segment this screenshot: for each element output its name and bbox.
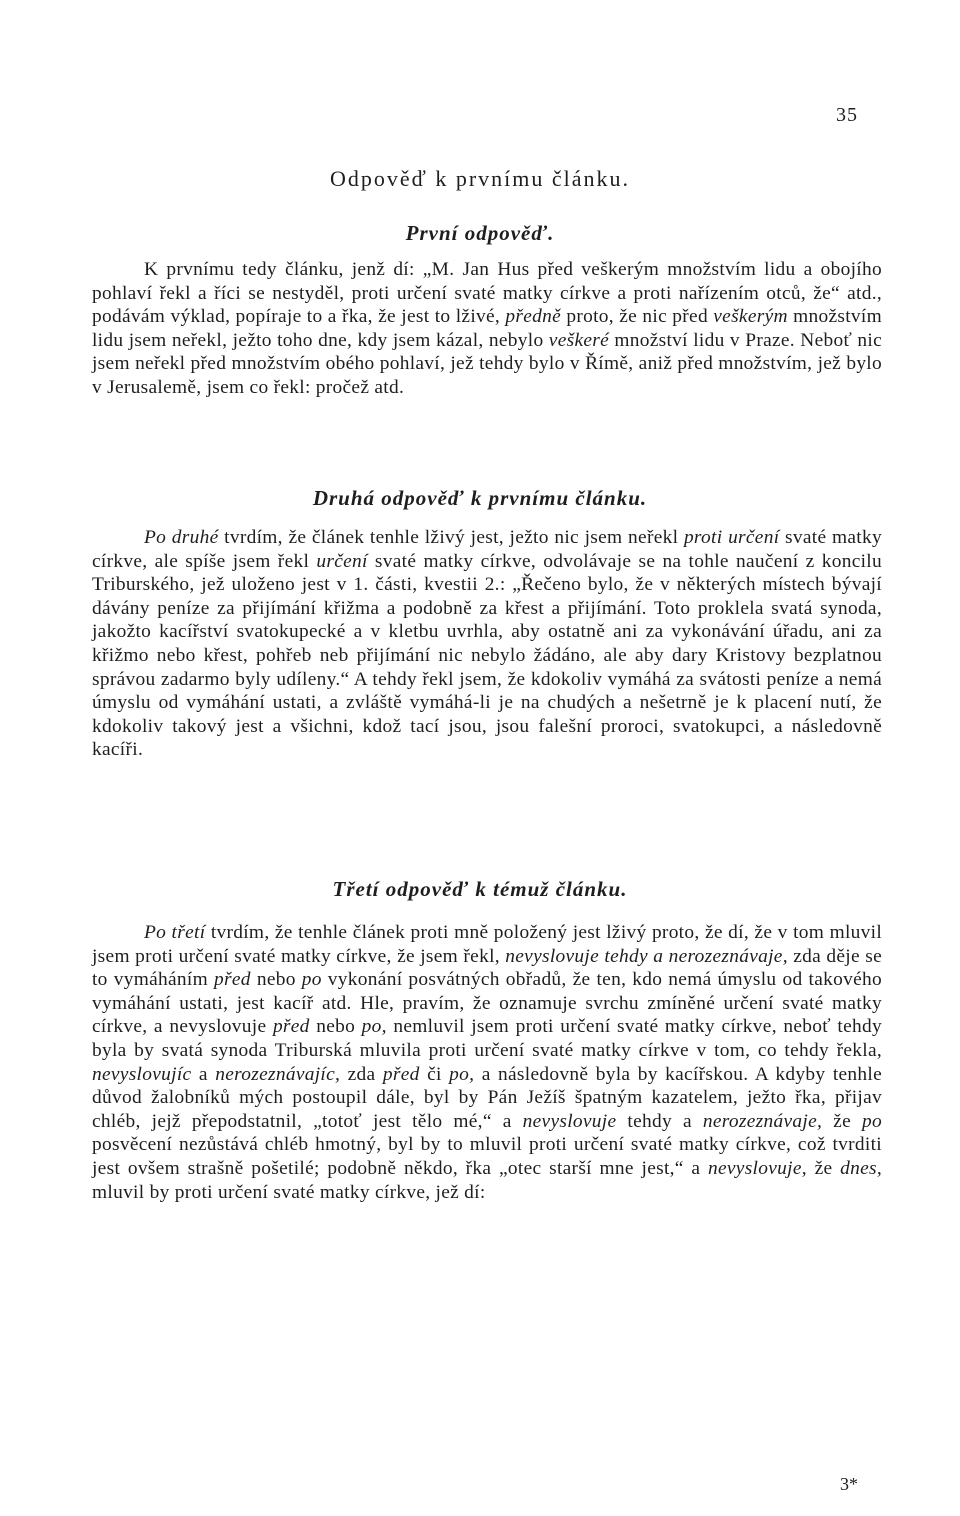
- italic-emphasis: po,: [361, 1016, 387, 1038]
- text-run: nebo: [250, 969, 302, 991]
- italic-emphasis: před: [382, 1063, 420, 1085]
- italic-emphasis: určení: [316, 550, 368, 572]
- italic-emphasis: nevyslovujíc: [92, 1063, 192, 1085]
- text-run: svaté matky církve, odvolávaje se na tohle naučení z koncilu Triburského, jež uloženo jest v 1. části, kvestii 2.: „Řečeno bylo, že v některých místech bývají dávány peníze za přijímání křižma a podobně za křest a přijímání. Toto proklela svatá synoda, jakožto kacířství svatokupecké a v kletbu uvrhla, aby ostatně ani za vykonávání úřadu, ani za křižmo nebo křest, pohřeb neb přijímání nic nebylo žádáno, ale aby dary Kristovy bezplatnou správou zadarmo byly udíleny.“ A tehdy řekl jsem, že kdokoliv vymáhá za svátosti peníze a nemá úmyslu od vymáhání ustati, a zvláště vymáhá-li je na chudých a nešetrně je k placení nutí, že kdokoliv takový jest a všichni, kdož tací jsou, jsou falešní proroci, svatokupci, a následovně kacíři.: [92, 550, 882, 761]
- page-number: 35: [836, 104, 858, 126]
- text-run: či: [419, 1063, 450, 1085]
- text-run: nemluvil jsem proti určení svaté matky církve, neboť tehdy byla by svatá synoda Triburská mluvila proti určení svaté matky církve v tom, co tehdy řekla,: [92, 1016, 882, 1061]
- text-run: a: [191, 1063, 216, 1085]
- text-run: a následovně byla by kacířskou. A kdyby tenhle důvod žalobníků mých postoupil dále, byl by Pán Ježíš špatným kazatelem, ježto řka, přijav chléb, jejž přepodstatnil, „totoť jest tělo mé,“ a: [92, 1063, 883, 1132]
- section-heading-1: První odpověď.: [405, 221, 555, 245]
- section-heading-3: Třetí odpověď k témuž článku.: [332, 877, 628, 901]
- italic-emphasis: Po třetí: [144, 922, 206, 943]
- section-3-paragraph: [92, 921, 882, 1204]
- italic-emphasis: nerozeznávaje,: [702, 1110, 823, 1132]
- text-run: mluvil by proti určení svaté matky církve, jež dí:: [92, 1181, 486, 1203]
- italic-emphasis: nevyslovuje,: [708, 1157, 807, 1179]
- text-run: posvěcení nezůstává chléb hmotný, byl by to mluvil proti určení svaté matky církve, což tvrditi jest ovšem strašně pošetilé; podobně někdo, řka „otec starší mne jest,“ a: [92, 1134, 882, 1179]
- text-run: zda děje se to vymáháním: [92, 945, 882, 991]
- section-heading-2: Druhá odpověď k prvnímu článku.: [312, 486, 648, 510]
- text-run: zda: [340, 1063, 383, 1085]
- italic-emphasis: nevyslovuje tehdy a nerozeznávaje,: [505, 945, 788, 967]
- text-run: svaté matky církve, ale spíše jsem řekl: [92, 527, 882, 572]
- italic-emphasis: před: [272, 1016, 310, 1038]
- text-run: tvrdím, že tenhle článek proti mně položený jest lživý proto, že dí, že v tom mluvil jsem proti určení svaté matky církve, že jsem řekl,: [92, 922, 883, 967]
- italic-emphasis: po: [862, 1110, 882, 1132]
- italic-emphasis: Po druhé: [144, 527, 219, 548]
- text-run: proto, že nic před: [561, 306, 714, 328]
- text-run: vykonání posvátných obřadů, že ten, kdo nemá úmyslu od takového vymáhání ustati, jest kacíř atd. Hle, pravím, že oznamuje svrchu zmíněné určení svaté matky církve, a nevyslovuje: [92, 969, 882, 1038]
- text-run: K prvnímu tedy článku, jenž dí: „M. Jan Hus před veškerým množstvím lidu a obojího pohlaví řekl a říci se nestyděl, proti určení svaté matky církve a proti nařízením otců, že“ atd., podávám výklad, popíraje to a řka, že jest to lživé,: [92, 259, 882, 328]
- text-run: tehdy a: [616, 1110, 703, 1132]
- section-1-paragraph: [92, 258, 882, 400]
- text-run: nebo: [309, 1016, 362, 1038]
- italic-emphasis: nerozeznávajíc,: [215, 1063, 341, 1085]
- italic-emphasis: před: [214, 969, 251, 991]
- italic-emphasis: po,: [449, 1063, 475, 1085]
- chapter-title: Odpověď k prvnímu článku.: [329, 166, 631, 191]
- text-run: množstvím lidu jsem neřekl, ježto toho dne, kdy jsem kázal, nebylo: [92, 306, 882, 351]
- italic-emphasis: proti určení: [683, 527, 780, 548]
- text-run: množství lidu v Praze. Neboť nic jsem neřekl před množstvím obého pohlaví, jež tehdy bylo v Římě, aniž před množstvím, jež bylo v Jerusalemě, jsem co řekl: pročež atd.: [92, 329, 882, 398]
- signature-mark: 3*: [840, 1474, 858, 1494]
- italic-emphasis: dnes,: [840, 1157, 882, 1179]
- italic-emphasis: po: [301, 969, 322, 991]
- italic-emphasis: předně: [505, 306, 562, 328]
- italic-emphasis: nevyslovuje: [522, 1110, 617, 1132]
- italic-emphasis: veškerým: [713, 306, 788, 328]
- text-run: tvrdím, že článek tenhle lživý jest, ježto nic jsem neřekl: [218, 527, 684, 548]
- text-run: že: [806, 1157, 841, 1179]
- section-2-paragraph: [92, 526, 882, 762]
- text-run: že: [822, 1110, 862, 1132]
- italic-emphasis: veškeré: [548, 329, 610, 351]
